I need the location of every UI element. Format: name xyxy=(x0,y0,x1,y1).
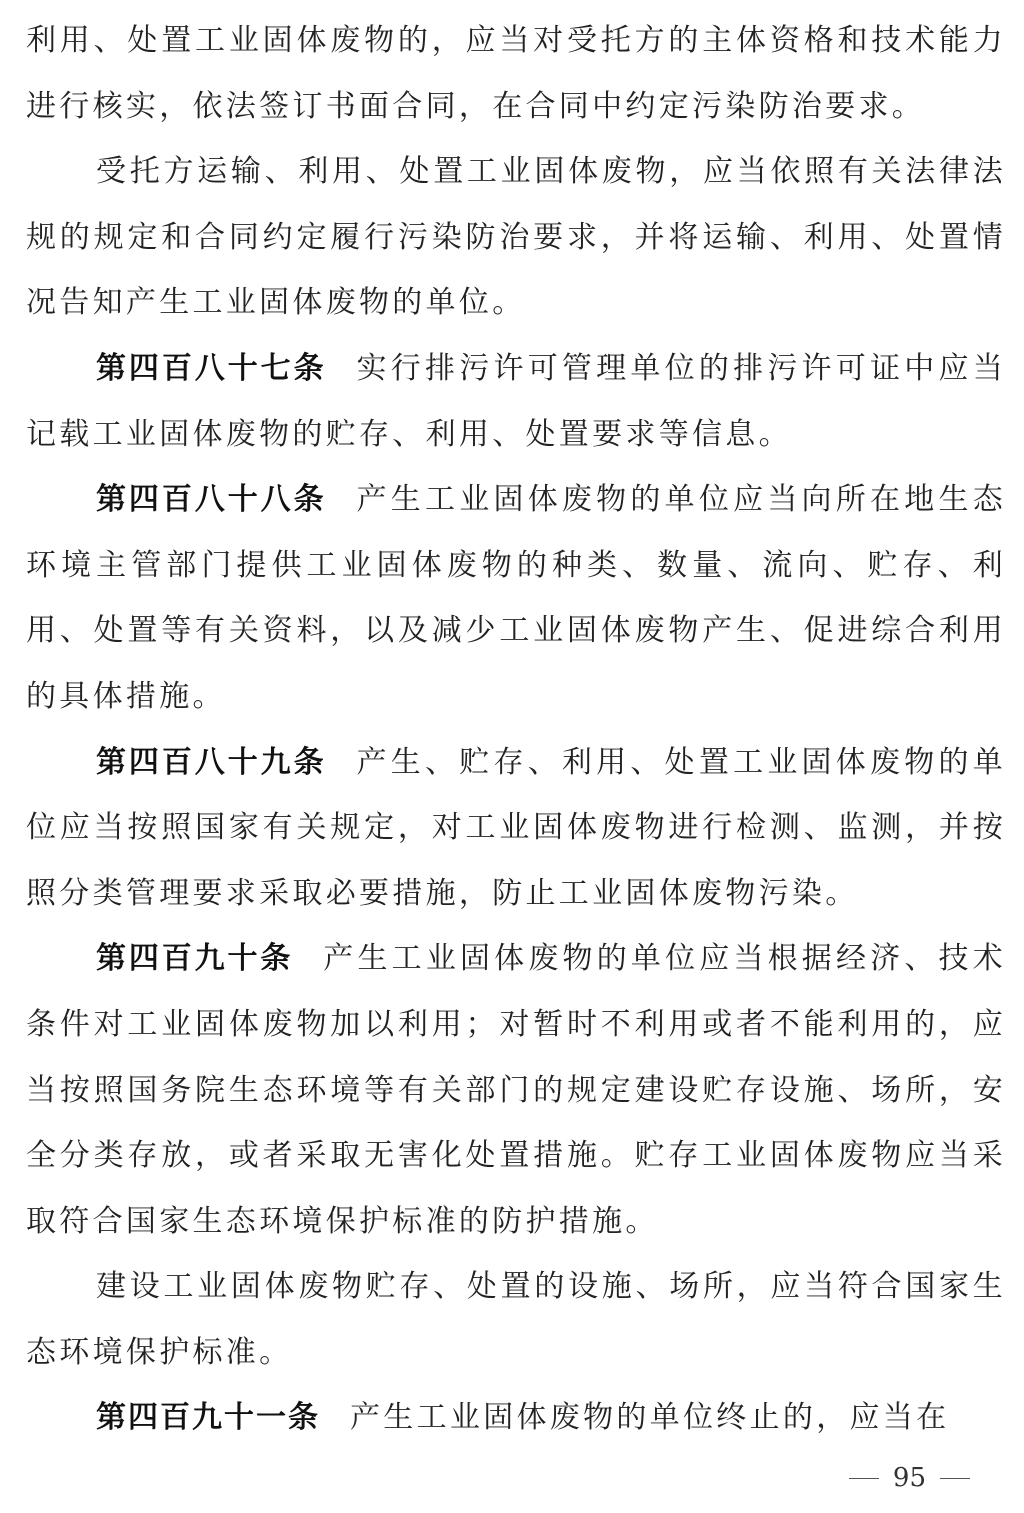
paragraph-2 xyxy=(26,139,1006,336)
article-490 xyxy=(26,926,1006,1254)
article-487 xyxy=(26,336,1006,467)
footer-dash-left xyxy=(849,1478,879,1479)
footer-dash-right xyxy=(940,1478,970,1479)
article-490-heading: 第四百九十条 xyxy=(96,941,294,977)
page-footer xyxy=(0,1458,1024,1498)
article-491-text: 产生工业固体废物的单位终止的，应当在 xyxy=(350,1400,950,1436)
document-body xyxy=(26,8,1006,1451)
article-487-text: 实行排污许可管理单位的排污许可证中应当记载工业固体废物的贮存、利用、处置要求等信息。 xyxy=(26,350,1007,452)
article-489-text: 产生、贮存、利用、处置工业固体废物的单位应当按照国家有关规定，对工业固体废物进行检测、监测，并按照分类管理要求采取必要措施，防止工业固体废物污染。 xyxy=(26,744,1007,911)
article-490-text: 产生工业固体废物的单位应当根据经济、技术条件对工业固体废物加以利用；对暂时不利用或者不能利用的，应当按照国务院生态环境等有关部门的规定建设贮存设施、场所，安全分类存放，或者采取无害化处置措施。贮存工业固体废物应当采取符合国家生态环境保护标准的防护措施。 xyxy=(26,941,1007,1239)
paragraph-1 xyxy=(26,8,1006,139)
article-489 xyxy=(26,730,1006,927)
article-488-text: 产生工业固体废物的单位应当向所在地生态环境主管部门提供工业固体废物的种类、数量、流向、贮存、利用、处置等有关资料，以及减少工业固体废物产生、促进综合利用的具体措施。 xyxy=(26,482,1007,714)
article-491 xyxy=(26,1385,1006,1451)
article-488-heading: 第四百八十八条 xyxy=(96,482,327,518)
article-490-paragraph-2 xyxy=(26,1254,1006,1385)
paragraph-2-text: 受托方运输、利用、处置工业固体废物，应当依照有关法律法规的规定和合同约定履行污染防治要求，并将运输、利用、处置情况告知产生工业固体废物的单位。 xyxy=(26,154,1006,321)
article-490-paragraph-2-text: 建设工业固体废物贮存、处置的设施、场所，应当符合国家生态环境保护标准。 xyxy=(26,1269,1006,1370)
page-number: 95 xyxy=(892,1463,926,1493)
article-489-heading: 第四百八十九条 xyxy=(96,744,327,780)
article-488 xyxy=(26,467,1006,729)
article-487-heading: 第四百八十七条 xyxy=(96,350,327,386)
paragraph-1-text: 利用、处置工业固体废物的，应当对受托方的主体资格和技术能力进行核实，依法签订书面合同，在合同中约定污染防治要求。 xyxy=(26,23,1006,124)
article-491-heading: 第四百九十一条 xyxy=(96,1400,320,1436)
